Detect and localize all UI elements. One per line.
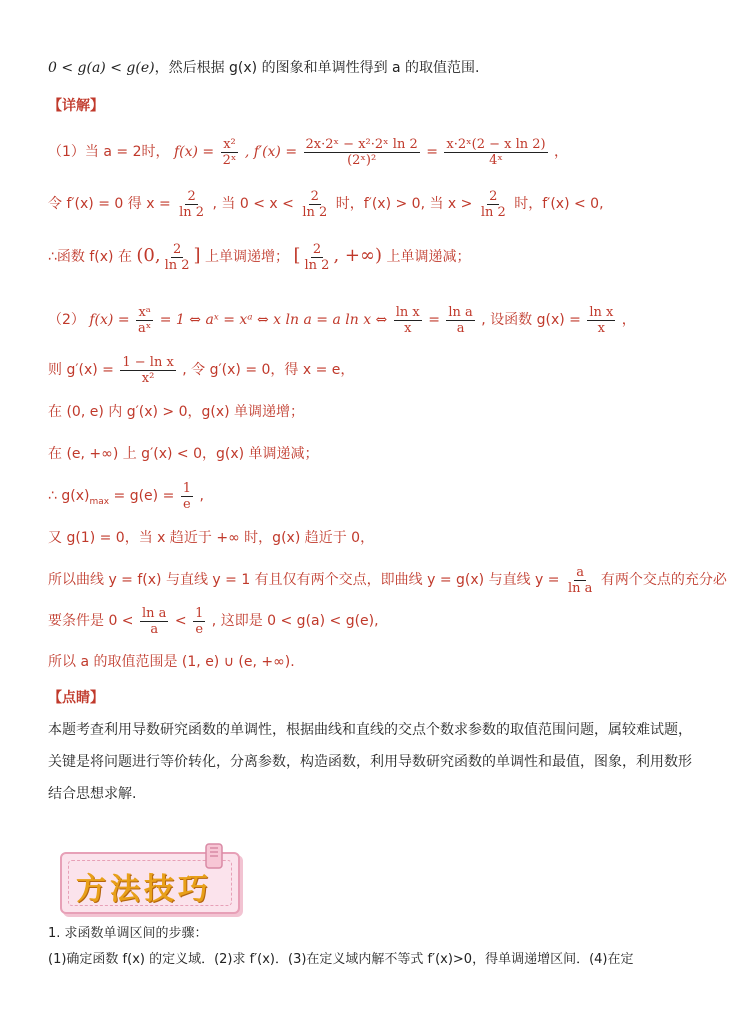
intro-line (48, 58, 480, 78)
part1-l3-a: ∴函数 f(x) 在 (48, 249, 132, 265)
part2-l7-a: 所以曲线 y = f(x) 与直线 y = 1 有且仅有两个交点，即曲线 y = g(x) 与直线 y = (48, 572, 560, 588)
part2-l5-frac: $\frac{1}{e}$ (182, 480, 192, 512)
intro-expr: 0 < g(a) < g(e) (48, 60, 155, 76)
part1-l3-c: 上单调递减； (386, 249, 471, 265)
part2-l7-b: 有两个交点的充分必 (600, 572, 727, 588)
part2-line7 (48, 560, 727, 600)
method-steps: (1)确定函数 f(x) 的定义域．(2)求 f′(x)．(3)在定义域内解不等式 f′(x)>0，得单调递增区间．(4)在定 (48, 952, 634, 967)
part2-l8-b: < (174, 613, 187, 629)
part1-l3-int1-right: ] (193, 245, 201, 266)
part1-f-lhs: f(x) = (173, 144, 215, 160)
part1-l3-int2-right: , +∞) (333, 245, 382, 266)
comment-text: 本题考查利用导数研究函数的单调性，根据曲线和直线的交点个数求参数的取值范围问题，属较难试题，关键是将问题进行等价转化，分离参数，构造函数，利用导数研究函数的单调性和最值，图象，利用数形结合思想求解. (48, 722, 692, 802)
part1-line3 (48, 236, 470, 277)
part1-tail: ， (554, 144, 569, 160)
comment-heading: 【点睛】 (48, 690, 104, 706)
part1-line1 (48, 132, 568, 172)
part2-line9: 所以 a 的取值范围是 (1, e) ∪ (e, +∞). (48, 654, 295, 670)
part2-l5-sub: max (89, 496, 110, 507)
part1-fp-fraction: $\frac{\text{2x·2ˣ − x²·2ˣ ln 2}}{\text{(2ˣ)²}}$ (305, 136, 418, 168)
part1-label: （1）当 a = 2时， (48, 144, 170, 160)
part1-l2-a: 令 f′(x) = 0 得 x = (48, 196, 171, 212)
part2-l1-frac2: $\frac{\text{ln x}}{x}$ (395, 304, 420, 336)
part1-l2-d: 时，f′(x) < 0, (514, 196, 604, 212)
part2-line1 (48, 300, 636, 340)
part1-fp-lhs: , f′(x) = (244, 144, 298, 160)
part2-label: （2） (48, 312, 85, 328)
part2-l7-frac: $\frac{a}{\text{ln a}}$ (567, 564, 593, 596)
part2-l1-frac3: $\frac{\text{ln a}}{a}$ (448, 304, 473, 336)
part2-l1-frac1: $\frac{\text{xᵃ}}{\text{aˣ}}$ (138, 304, 152, 336)
part2-l5-b: = g(e) = (113, 488, 175, 504)
part1-l2-frac1: $\frac{2}{\ln 2}$ (179, 188, 205, 220)
part1-fp-eq: = (426, 144, 438, 160)
part1-f-fraction: $\frac{\text{x²}}{\text{2ˣ}}$ (222, 136, 237, 168)
part2-l1-b: = 1 ⇔ aˣ = xᵃ ⇔ x ln a = a ln x ⇔ (159, 312, 388, 328)
part1-l2-frac2: $\frac{2}{\ln 2}$ (302, 188, 328, 220)
part1-line2 (48, 186, 604, 222)
part1-l3-int1-frac: $\frac{2}{\ln 2}$ (164, 241, 190, 273)
part2-line4: 在 (e, +∞) 上 g′(x) < 0，g(x) 单调递减； (48, 446, 319, 462)
part2-l2-a: 则 g′(x) = (48, 362, 114, 378)
part2-l1-eq: = (428, 312, 440, 328)
part1-fp2-fraction: $\frac{\text{x·2ˣ(2 − x ln 2)}}{\text{4ˣ}}$ (446, 136, 546, 168)
part2-line2 (48, 352, 354, 388)
part2-line5 (48, 478, 204, 520)
part2-l8-a: 要条件是 0 < (48, 613, 134, 629)
part2-l1-tail: ， (621, 312, 636, 328)
intro-text: ，然后根据 g(x) 的图象和单调性得到 a 的取值范围. (154, 60, 480, 76)
part2-l8-frac2: $\frac{1}{e}$ (195, 605, 204, 637)
part1-l3-int1-left: (0, (136, 245, 161, 266)
part2-l8-frac1: $\frac{\text{ln a}}{a}$ (142, 605, 167, 637)
paperclip-icon (202, 842, 226, 872)
part2-line6: 又 g(1) = 0，当 x 趋近于 +∞ 时，g(x) 趋近于 0， (48, 530, 375, 546)
part2-l5-a: ∴ g(x) (48, 488, 90, 504)
banner-title: 方法技巧 (76, 872, 212, 907)
detail-heading: 【详解】 (48, 98, 104, 114)
part2-l1-frac4: $\frac{\text{ln x}}{x}$ (589, 304, 614, 336)
part2-line8 (48, 602, 379, 640)
part2-line3: 在 (0, e) 内 g′(x) > 0，g(x) 单调递增； (48, 404, 305, 420)
part2-l8-c: , 这即是 0 < g(a) < g(e), (211, 613, 379, 629)
part1-l2-b: , 当 0 < x < (212, 196, 294, 212)
part2-l5-c: , (199, 488, 204, 504)
part1-l3-int2-frac: $\frac{2}{\ln 2}$ (304, 241, 330, 273)
part2-l2-b: , 令 g′(x) = 0，得 x = e， (182, 362, 355, 378)
method-heading: 1. 求函数单调区间的步骤： (48, 926, 208, 941)
part1-l2-frac3: $\frac{2}{\ln 2}$ (480, 188, 506, 220)
part2-l1-a: f(x) = (89, 312, 130, 328)
part2-l1-c: , 设函数 g(x) = (481, 312, 581, 328)
part1-l2-c: 时，f′(x) > 0, 当 x > (335, 196, 473, 212)
part1-l3-b: 上单调递增； (205, 249, 290, 265)
part1-l3-int2-left: [ (293, 245, 301, 266)
part2-l2-frac: $\frac{\text{1 − ln x}}{\text{x²}}$ (122, 354, 174, 386)
